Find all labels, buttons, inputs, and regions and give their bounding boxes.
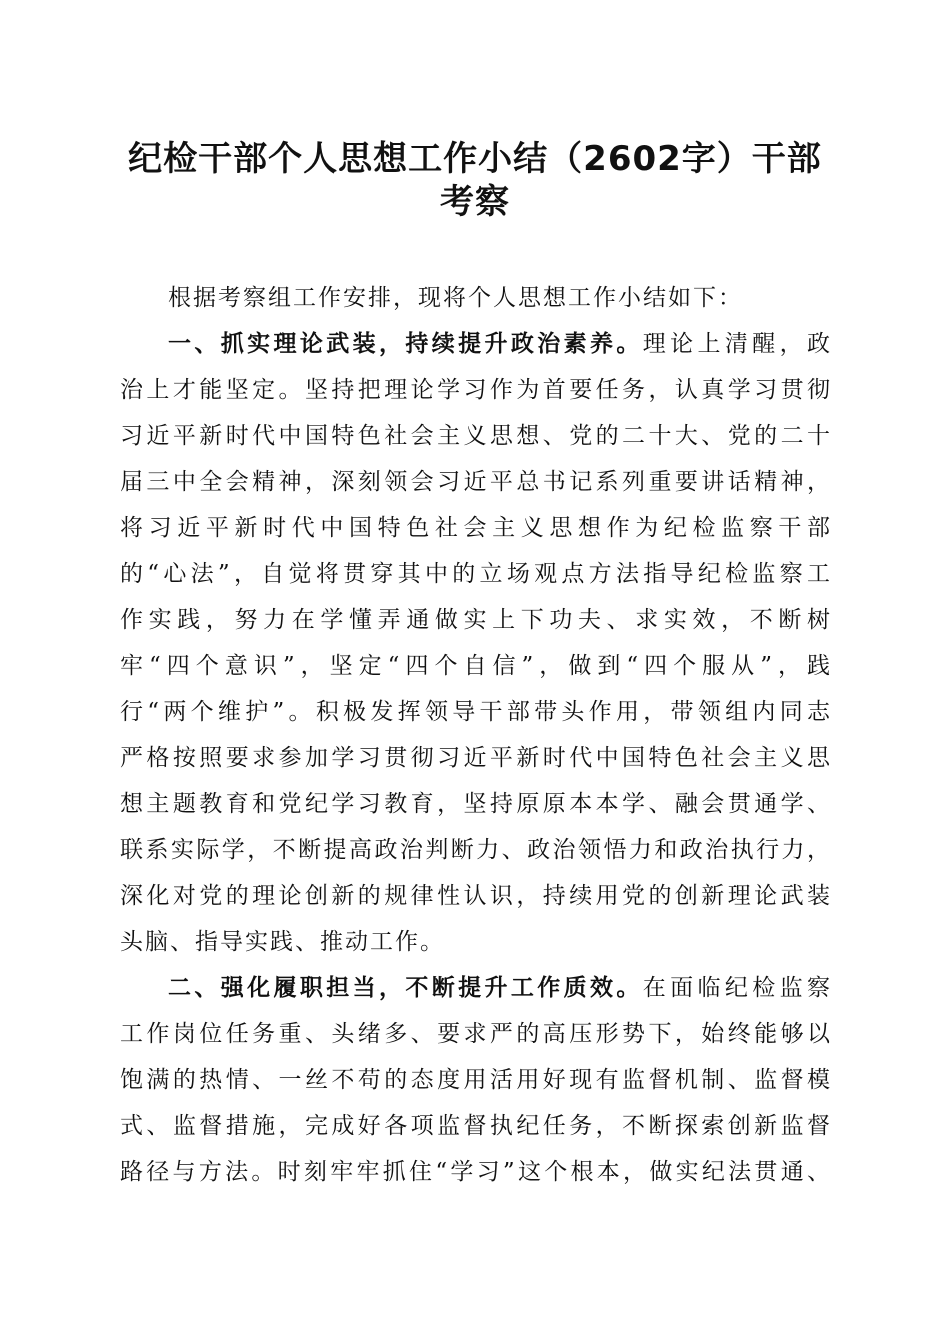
section-2-first-line-text: 在面临纪检监察	[642, 975, 832, 1001]
section-1-line: 严格按照要求参加学习贯彻习近平新时代中国特色社会主义思	[120, 745, 832, 771]
section-1-line: 将习近平新时代中国特色社会主义思想作为纪检监察干部	[120, 515, 832, 541]
section-1-line: 深化对党的理论创新的规律性认识，持续用党的创新理论武装	[120, 883, 832, 909]
section-2-line: 工作岗位任务重、头绪多、要求严的高压形势下，始终能够以	[120, 1021, 832, 1047]
section-1-heading: 一、抓实理论武装，持续提升政治素养。	[168, 331, 643, 357]
section-1-line: 牢“四个意识”，坚定“四个自信”，做到“四个服从”，践	[120, 653, 832, 679]
section-2-heading: 二、强化履职担当，不断提升工作质效。	[168, 975, 643, 1001]
section-1-line: 行“两个维护”。积极发挥领导干部带头作用，带领组内同志	[120, 699, 832, 725]
section-1-line: 的“心法”，自觉将贯穿其中的立场观点方法指导纪检监察工	[120, 561, 832, 587]
section-2-line: 式、监督措施，完成好各项监督执纪任务，不断探索创新监督	[120, 1113, 832, 1139]
section-1-line: 联系实际学，不断提高政治判断力、政治领悟力和政治执行力，	[120, 837, 832, 863]
section-1-first-line-text: 理论上清醒，政	[642, 331, 832, 357]
section-1-line: 届三中全会精神，深刻领会习近平总书记系列重要讲话精神，	[120, 469, 832, 495]
section-1-line: 作实践，努力在学懂弄通做实上下功夫、求实效，不断树	[120, 607, 832, 633]
document-title-line-1: 纪检干部个人思想工作小结（2602字）干部	[128, 139, 822, 179]
section-2-line: 饱满的热情、一丝不苟的态度用活用好现有监督机制、监督模	[120, 1067, 832, 1093]
section-1-last-line: 头脑、指导实践、推动工作。	[120, 929, 445, 955]
section-1-line: 习近平新时代中国特色社会主义思想、党的二十大、党的二十	[120, 423, 832, 449]
section-1-first-line	[168, 327, 832, 361]
intro-paragraph: 根据考察组工作安排，现将个人思想工作小结如下：	[168, 285, 743, 311]
section-2-line: 路径与方法。时刻牢牢抓住“学习”这个根本，做实纪法贯通、	[120, 1159, 832, 1185]
section-1-line: 治上才能坚定。坚持把理论学习作为首要任务，认真学习贯彻	[120, 377, 832, 403]
section-2-first-line	[168, 971, 832, 1005]
section-1-line: 想主题教育和党纪学习教育，坚持原原本本学、融会贯通学、	[120, 791, 832, 817]
document-title-line-2: 考察	[440, 182, 510, 222]
